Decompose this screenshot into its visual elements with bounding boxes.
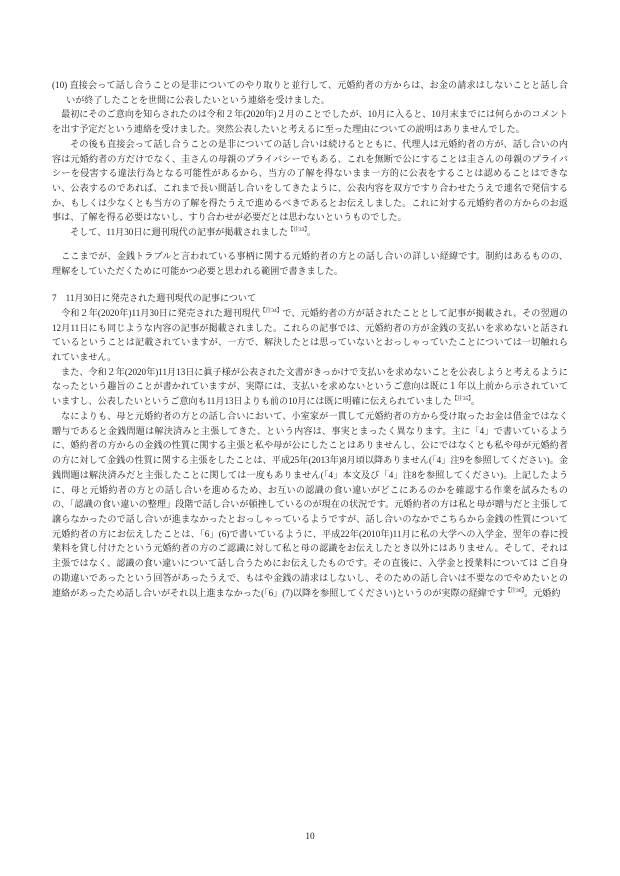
footnote-marker-36: 【注36】	[505, 587, 525, 594]
paragraph-text: その後も直接会って話し合うことの是非についての話し合いは続けるとともに、代理人は元婚約者の方が、話し合いの内容は元婚約者の方だけでなく、圭さんの母親のプライバシーでもある、これを無断で公にすることは圭さんの母親のプライバシーを侵害する違法行為となる可能性があるから、当方の了解を得ないまま一方的に公表をすることは認めることはできない、公表するのであれば、これまで長い間話し合いをしてきたように、公表内容を双方ですり合わせたうえで連名で発信するか、もしくは少なくとも当方の了解を得たうえで進めるべきであるとお伝えしました。これに対する元婚約者の方からのお返事は、了解を得る必要はないし、すり合わせが必要だとは思わないというものでした。	[52, 138, 568, 223]
footnote-marker-34: 【注34】	[260, 307, 283, 314]
footnote-marker-33: 【注33】	[287, 227, 307, 234]
paragraph-text: 最初にそのご意向を知らされたのは令和２年(2020年)２月のことでしたが、10月に入ると、10月末までには何らかのコメントを出す予定だという連絡を受けました。突然公表したいと考えるに至った理由についての説明はありませんでした。	[52, 109, 568, 135]
document-body	[52, 78, 568, 600]
section-7-heading	[52, 291, 568, 306]
paragraph-text: そして、11月30日に週刊現代の記事が掲載されました	[70, 227, 288, 238]
paragraph-text: また、令和２年(2020年)11月13日に眞子様が公表された文書がきっかけで支払いを求めないことを公表しようと考えるようになったという趣旨のことが書かれていますが、実際には、支払いを求めないというご意向は既に１年以上前から示されていていますし、公表したいというご意向も11月13日よりも前の10月には既に明確に伝えられていました	[52, 366, 568, 407]
paragraph-7-2	[52, 365, 568, 409]
paragraph-tail: 。元婚約	[524, 587, 561, 598]
paragraph-text: (10) 直接会って話し合うことの是非についてのやり取りと並行して、元婚約者の方からは、お金の請求はしないことと話し合いが終了したことを世間に公表したいという連絡を受けました。	[52, 80, 568, 105]
paragraph-summary	[52, 249, 568, 278]
page-number: 10	[305, 832, 315, 842]
section-heading-text: 7 11月30日に発売された週刊現代の記事について	[52, 293, 257, 304]
footnote-marker-35: 【注35】	[451, 396, 471, 403]
paragraph-7-1	[52, 306, 568, 365]
paragraph-text: 令和２年(2020年)11月30日に発売された週刊現代	[61, 307, 261, 318]
paragraph-text: なによりも、母と元婚約者の方との話し合いにおいて、小室家が一貫して元婚約者の方から受け取ったお金は借金ではなく贈与であると金銭問題は解決済みと主張してきた、という内容は、事実とまったく異なります。主に「4」で書いているように、婚約者の方からの金銭の性質に関する主張と私や母が公にしたことはありませんし、公にではなくとも私や母が元婚約者の方に対して金銭の性質に関する主張をしたことは、平成25年(2013年)8月頃以降ありません(「4」注9を参照してください)。金銭問題は解決済みだと主張したことに関しては一度もありません(「4」本文及び「4」注8を参照してください)。上記したように、母と元婚約者の方との話し合いを進めるため、お互いの認識の食い違いがどこにあるのかを確認する作業を試みたものの、「認識の食い違いの整理」段階で話し合いが頓挫しているのが現在の状況です。元婚約者の方は私と母が贈与だと主張して譲らなかったので話し合いが進まなかったとおっしゃっているようですが、話し合いのなかでこちらから金銭の性質について元婚約者の方にお伝えしたことは、「6」(6)で書いているように、平成22年(2010年)11月に私の大学への入学金、翌年の春に授業料を貸し付けたという元婚約者の方のご認識に対して私と母の認識をお伝えしたとき以外にはありません。そして、それは主張ではなく、認識の食い違いについて話し合うためにお伝えしたものです。その直後に、入学金と授業料については ご自身の勘違いであったという回答があったうえで、もはや金銭の請求はしないし、そのための話し合いは不要なのでやめたいとの連絡があったため話し合いがそれ以上進まなかった(「6」(7)以降を参照してください)というのが実際の経緯です	[52, 410, 568, 598]
paragraph-tail: 。	[470, 396, 480, 407]
paragraph-tail: で、元婚約者の方が話されたこととして記事が掲載され、その翌週の12月11日にも同じような内容の記事が掲載されました。これらの記事では、元婚約者の方が金銭の支払いを求めないと話されているということは記載されていますが、一方で、解決したとは思っていないとおっしゃっていたことについては一切触れられていません。	[52, 307, 568, 363]
paragraph-10-continue	[52, 137, 568, 225]
paragraph-10-detail	[52, 107, 568, 136]
paragraph-tail: 。	[306, 227, 317, 238]
paragraph-10-weekly	[52, 225, 568, 240]
paragraph-10-claim	[52, 78, 568, 107]
paragraph-7-3	[52, 409, 568, 600]
paragraph-text: ここまでが、金銭トラブルと言われている事柄に関する元婚約者の方との話し合いの詳しい経緯です。制約はあるものの、理解をしていただくために可能かつ必要と思われる範囲で書きました。	[52, 251, 568, 277]
